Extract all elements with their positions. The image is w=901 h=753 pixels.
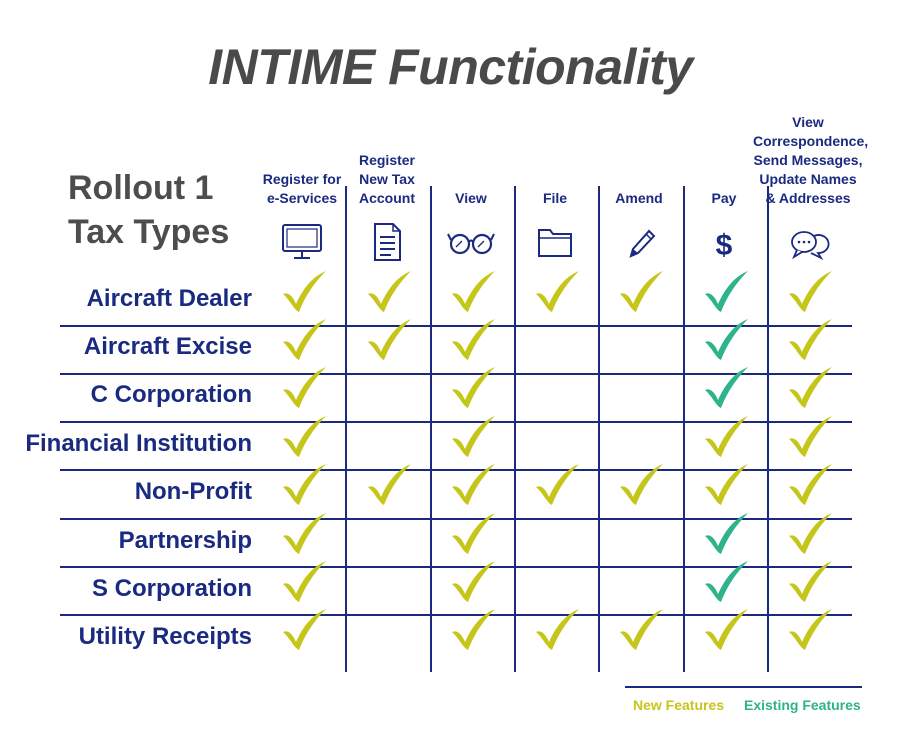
folder-icon — [525, 222, 585, 262]
monitor-icon — [272, 222, 332, 262]
new-feature-check-icon — [365, 270, 415, 316]
new-feature-check-icon — [533, 270, 583, 316]
column-divider — [430, 186, 432, 672]
column-header-register-for: Register for e-Services — [262, 171, 342, 206]
glasses-icon — [441, 222, 501, 262]
new-feature-check-icon — [617, 463, 667, 509]
existing-feature-check-icon — [702, 512, 752, 558]
row-label: Partnership — [118, 527, 252, 554]
column-header-file: File — [542, 190, 568, 206]
column-header-amend: Amend — [615, 190, 663, 206]
existing-feature-check-icon — [702, 270, 752, 316]
new-feature-check-icon — [533, 463, 583, 509]
dollar-icon — [694, 222, 754, 262]
new-feature-check-icon — [280, 366, 330, 412]
new-feature-check-icon — [786, 512, 836, 558]
new-feature-check-icon — [533, 608, 583, 654]
new-feature-check-icon — [280, 318, 330, 364]
column-divider — [598, 186, 600, 672]
page-title: INTIME Functionality — [208, 39, 693, 95]
new-feature-check-icon — [280, 463, 330, 509]
new-feature-check-icon — [786, 270, 836, 316]
row-label: S Corporation — [92, 575, 252, 602]
new-feature-check-icon — [280, 270, 330, 316]
new-feature-check-icon — [786, 366, 836, 412]
column-divider — [345, 186, 347, 672]
subtitle-line-1: Rollout 1 — [68, 169, 214, 207]
chat-bubbles-icon — [778, 222, 838, 262]
new-feature-check-icon — [280, 415, 330, 461]
new-feature-check-icon — [786, 415, 836, 461]
column-header-view: View Correspondence, Send Messages, Update Names & Addresses — [753, 114, 869, 206]
new-feature-check-icon — [702, 415, 752, 461]
column-divider — [767, 186, 769, 672]
new-feature-check-icon — [449, 270, 499, 316]
new-feature-check-icon — [449, 512, 499, 558]
new-feature-check-icon — [449, 608, 499, 654]
new-feature-check-icon — [280, 512, 330, 558]
new-feature-check-icon — [786, 318, 836, 364]
new-feature-check-icon — [280, 560, 330, 606]
existing-feature-check-icon — [702, 318, 752, 364]
new-feature-check-icon — [449, 318, 499, 364]
column-divider — [683, 186, 685, 672]
rollout-subtitle — [68, 166, 229, 254]
document-icon — [357, 222, 417, 262]
new-feature-check-icon — [786, 463, 836, 509]
column-divider — [514, 186, 516, 672]
legend-new-features: New Features — [633, 697, 725, 713]
column-header-view: View — [455, 190, 487, 206]
existing-feature-check-icon — [702, 560, 752, 606]
new-feature-check-icon — [449, 415, 499, 461]
row-label: Aircraft Dealer — [86, 285, 252, 312]
column-header-pay: Pay — [711, 190, 737, 206]
new-feature-check-icon — [365, 318, 415, 364]
new-feature-check-icon — [280, 608, 330, 654]
new-feature-check-icon — [617, 270, 667, 316]
subtitle-line-2: Tax Types — [68, 213, 230, 251]
new-feature-check-icon — [449, 366, 499, 412]
new-feature-check-icon — [786, 560, 836, 606]
legend-divider — [625, 686, 862, 688]
new-feature-check-icon — [702, 463, 752, 509]
row-label: Utility Receipts — [78, 623, 252, 650]
row-label: C Corporation — [90, 381, 252, 408]
existing-feature-check-icon — [702, 366, 752, 412]
new-feature-check-icon — [702, 608, 752, 654]
column-header-register: Register New Tax Account — [358, 152, 416, 206]
new-feature-check-icon — [617, 608, 667, 654]
new-feature-check-icon — [449, 463, 499, 509]
svg-text:$: $ — [715, 229, 733, 262]
legend-existing-features: Existing Features — [744, 697, 861, 713]
new-feature-check-icon — [786, 608, 836, 654]
new-feature-check-icon — [449, 560, 499, 606]
row-label: Financial Institution — [25, 430, 252, 457]
row-label: Aircraft Excise — [83, 333, 252, 360]
pencil-icon — [609, 222, 669, 262]
new-feature-check-icon — [365, 463, 415, 509]
row-label: Non-Profit — [134, 478, 252, 505]
